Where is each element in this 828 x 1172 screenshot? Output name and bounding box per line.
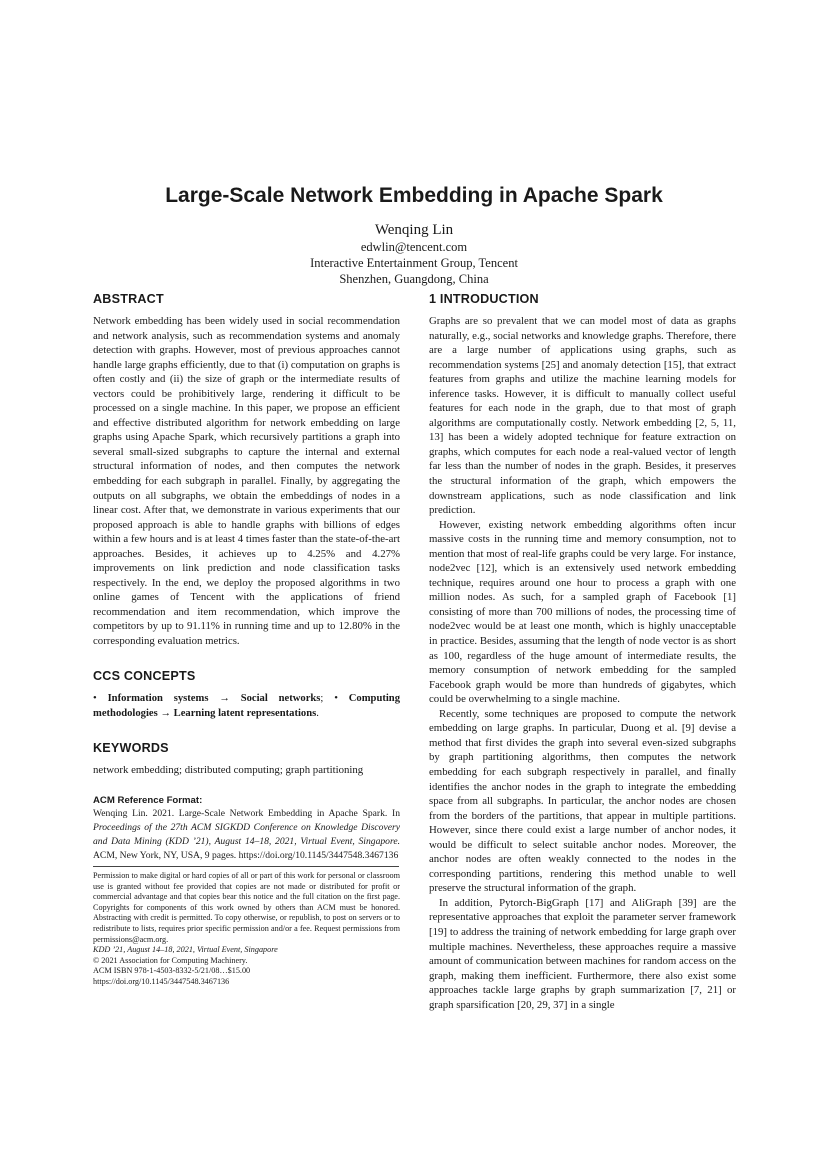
ccs-item-computing-methodologies: Computing methodologies → Learning latent representations bbox=[93, 692, 400, 719]
intro-paragraph-4: In addition, Pytorch-BigGraph [17] and AliGraph [39] are the representative approaches that exploit the parameter server framework [19] to address the training of network embedding for large graph over multiple machines. Nevertheless, these approaches require a massive amount of communication between machines for random access on the graph, making them inefficient. Furthermore, there also exist some approaches tackle large graphs by graph summarization [7, 21] or graph sparsification [20, 29, 37] in a single bbox=[429, 896, 736, 1011]
keywords-text: network embedding; distributed computing; graph partitioning bbox=[93, 763, 364, 776]
introduction-heading: 1 INTRODUCTION bbox=[429, 292, 539, 306]
author-block bbox=[0, 221, 828, 287]
ccs-item-information-systems: Information systems → Social networks bbox=[107, 692, 321, 704]
author-email[interactable]: edwlin@tencent.com bbox=[360, 240, 468, 254]
ccs-bullet-2: • bbox=[334, 692, 338, 704]
right-column bbox=[429, 292, 736, 1012]
permission-notice: Permission to make digital or hard copies of all or part of this work for personal or classroom use is granted without fee provided that copies are not made or distributed for profit or commercial advantage and that copies bear this notice and the full citation on the first page. Copyrights for components of this work owned by others than ACM must be honored. Abstracting with credit is permitted. To copy otherwise, or republish, to post on servers or to redistribute to lists, requires prior specific permission and/or a fee. Request permissions from permissions@acm.org. bbox=[93, 871, 400, 944]
footnote-rule bbox=[93, 866, 399, 867]
author-organization: Interactive Entertainment Group, Tencent bbox=[310, 256, 518, 270]
left-column bbox=[93, 292, 400, 862]
intro-paragraph-3: Recently, some techniques are proposed to compute the network embedding on large graphs. In particular, Duong et al. [9] devise a method that first divides the graph into several even-sized subgraphs by graph partitioning algorithms, then computes the network embedding for each subgraph respectively in parallel, and finally identifies the anchor nodes in the graph to integrate the embedding space from all subgraphs. In particular, the anchor nodes are chosen from the borders of the partitions, that appear in multiple partitions. However, since there could exist a large number of anchor nodes, it would be difficult to select suitable anchor nodes. Moreover, the anchor nodes are often weakly connected to the nodes in the corresponding partitions, rendering this method unable to well preserve the structural information of the graph. bbox=[429, 707, 736, 895]
ccs-heading: CCS CONCEPTS bbox=[93, 668, 196, 683]
isbn-line: ACM ISBN 978-1-4503-8332-5/21/08…$15.00 bbox=[93, 966, 251, 976]
abstract-text: Network embedding has been widely used in social recommendation and network analysis, such as recommendation systems and anomaly detection with graphs. However, most of previous approaches cannot handle large graphs efficiently, due to that (i) computation on graphs is often costly and (ii) the size of graph or the intermediate results of vectors could be prohibitively large, rendering it difficult to be processed on a single machine. In this paper, we propose an efficient and effective distributed algorithm for network embedding on large graphs using Apache Spark, which recursively partitions a graph into several small-sized subgraphs to capture the internal and external structural information of nodes, and then computes the network embedding for each subgraph in parallel. Finally, by aggregating the outputs on all subgraphs, we obtain the embeddings of nodes in a linear cost. After that, we demonstrate in various experiments that our proposed approach is able to handle graphs with billions of edges within a few hours and is at least 4 times faster than the state-of-the-art approaches. Besides, it achieves up to 4.25% and 4.27% improvements on link prediction and node classification tasks respectively. In the end, we deploy the proposed algorithms in two online games of Tencent with the applications of friend recommendation and item recommendation, which improve the competitors by up to 91.11% in running time and up to 12.80% in the corresponding evaluation metrics. bbox=[93, 315, 400, 648]
acm-reference-post: ACM, New York, NY, USA, 9 pages. https://doi.org/10.1145/3447548.3467136 bbox=[93, 849, 399, 861]
intro-paragraph-2: However, existing network embedding algorithms often incur massive costs in the running time and memory consumption, not to mention that most of real-life graphs could be very large. For instance, node2vec [12], which is an extensively used network embedding technique, requires around one hour to process a graph with one million nodes. As such, for a sampled graph of Facebook [1] consisting of more than 700 millions of nodes, the processing time of node2vec would be at least one month, which is highly unacceptable in practice. Besides, assuming that the length of node vector is as short as 100, regardless of the huge amount of intermediate results, the memory consumption of network embedding for the sampled Facebook graph would be more than hundreds of gigabytes, which could be overwhelming to a single machine. bbox=[429, 518, 736, 706]
intro-paragraph-1: Graphs are so prevalent that we can model most of data as graphs naturally, e.g., social networks and knowledge graphs. Therefore, there are a large number of applications using graphs, such as recommendation systems [25] and anomaly detection [15], that extract features from graphs and utilize the machine learning models for inference tasks. However, it is difficult to manually collect useful features for each node in the graph, due to that most of graph algorithms are computationally costly. Network embedding [2, 5, 11, 13] has been a widely adopted technique for feature extraction on graphs, which computes for each node a real-valued vector of length far less than the number of nodes in the graph. Besides, it preserves the structural information of the graph, which empowers the downstream applications, such as node classification and link prediction. bbox=[429, 315, 736, 517]
ccs-separator: ; bbox=[320, 692, 324, 704]
conference-line: KDD ’21, August 14–18, 2021, Virtual Event, Singapore bbox=[93, 945, 278, 955]
acm-reference-text bbox=[93, 807, 400, 862]
acm-reference-pre: Wenqing Lin. 2021. Large-Scale Network Embedding in Apache Spark. In bbox=[93, 808, 400, 820]
abstract-heading: ABSTRACT bbox=[93, 292, 164, 306]
paper-title: Large-Scale Network Embedding in Apache Spark bbox=[165, 184, 663, 207]
ccs-concepts bbox=[93, 691, 400, 721]
ccs-end: . bbox=[316, 707, 319, 719]
footnote-block bbox=[93, 871, 400, 988]
keywords-heading: KEYWORDS bbox=[93, 740, 169, 755]
author-name: Wenqing Lin bbox=[374, 222, 454, 238]
copyright-line: © 2021 Association for Computing Machinery. bbox=[93, 955, 248, 965]
ccs-bullet-1: • bbox=[93, 692, 97, 704]
doi-line[interactable]: https://doi.org/10.1145/3447548.3467136 bbox=[93, 976, 230, 986]
acm-reference-heading: ACM Reference Format: bbox=[93, 795, 203, 807]
acm-reference-venue: Proceedings of the 27th ACM SIGKDD Conference on Knowledge Discovery and Data Mining (KDD ’21), August 14–18, 2021, Virtual Event, Singapore. bbox=[93, 821, 400, 847]
author-location: Shenzhen, Guangdong, China bbox=[339, 272, 489, 286]
